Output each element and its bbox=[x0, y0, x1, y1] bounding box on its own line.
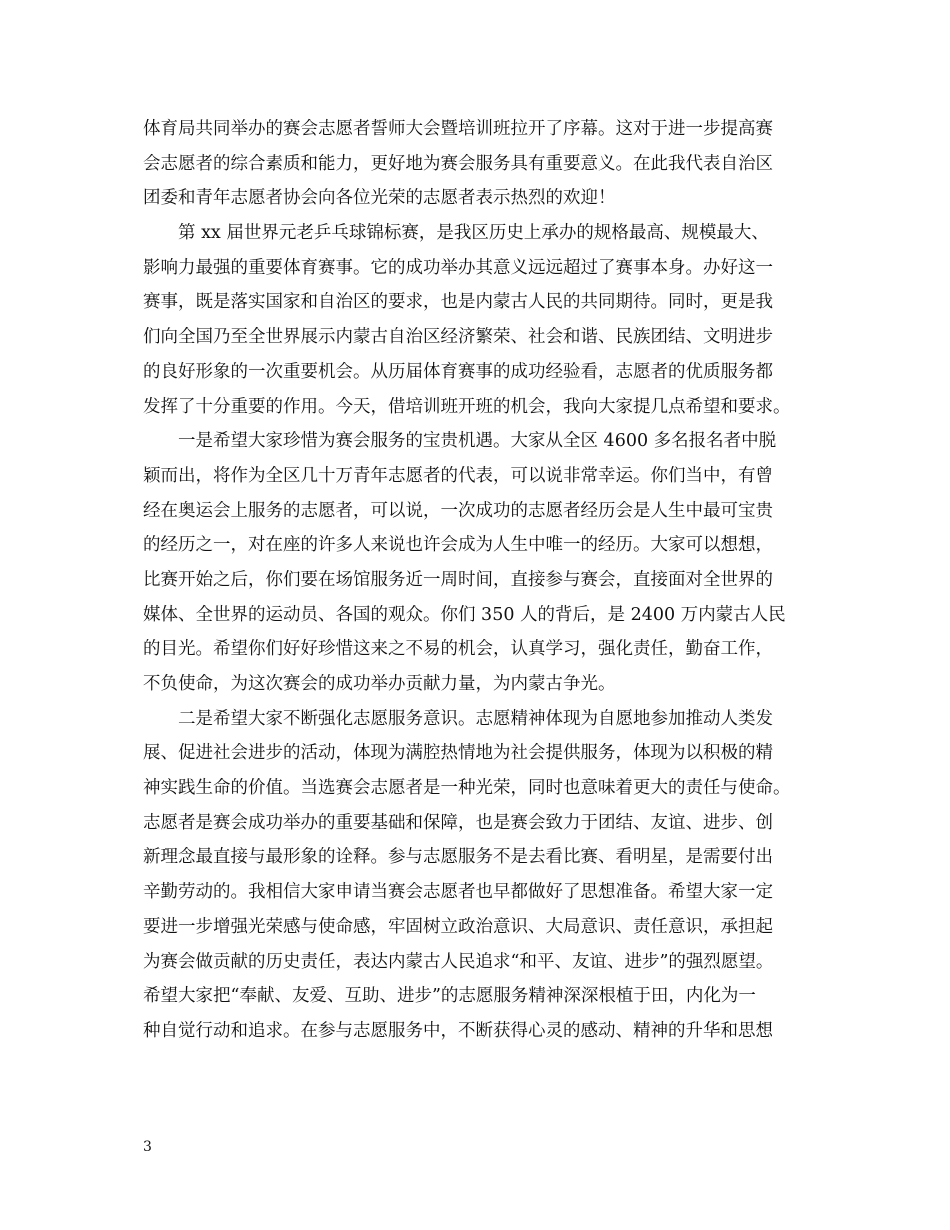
text-line: 神实践生命的价值。当选赛会志愿者是一种光荣，同时也意味着更大的责任与使命。 bbox=[143, 778, 791, 799]
body-text bbox=[143, 112, 813, 1049]
text-line: 颖而出，将作为全区几十万青年志愿者的代表，可以说非常幸运。你们当中，有曾 bbox=[143, 465, 773, 486]
text-line: 经在奥运会上服务的志愿者，可以说，一次成功的志愿者经历会是人生中最可宝贵 bbox=[143, 500, 773, 521]
text-line: 为赛会做贡献的历史责任，表达内蒙古人民追求“和平、友谊、进步”的强烈愿望。 bbox=[143, 951, 774, 972]
text-line: 一是希望大家珍惜为赛会服务的宝贵机遇。大家从全区 4600 多名报名者中脱 bbox=[178, 431, 777, 452]
text-line: 希望大家把“奉献、友爱、互助、进步”的志愿服务精神深深根植于田，内化为一 bbox=[143, 986, 756, 1007]
text-line: 影响力最强的重要体育赛事。它的成功举办其意义远远超过了赛事本身。办好这一 bbox=[143, 257, 773, 278]
text-line: 们向全国乃至全世界展示内蒙古自治区经济繁荣、社会和谐、民族团结、文明进步 bbox=[143, 327, 773, 348]
text-line: 不负使命，为这次赛会的成功举办贡献力量，为内蒙古争光。 bbox=[143, 674, 616, 694]
text-line: 二是希望大家不断强化志愿服务意识。志愿精神体现为自愿地参加推动人类发 bbox=[178, 708, 773, 729]
text-line: 比赛开始之后，你们要在场馆服务近一周时间，直接参与赛会，直接面对全世界的 bbox=[143, 569, 773, 590]
text-line: 体育局共同举办的赛会志愿者誓师大会暨培训班拉开了序幕。这对于进一步提高赛 bbox=[143, 119, 773, 139]
text-line: 发挥了十分重要的作用。今天，借培训班开班的机会，我向大家提几点希望和要求。 bbox=[143, 396, 791, 417]
text-line: 新理念最直接与最形象的诠释。参与志愿服务不是去看比赛、看明星，是需要付出 bbox=[143, 847, 773, 868]
text-line: 的目光。希望你们好好珍惜这来之不易的机会，认真学习，强化责任，勤奋工作， bbox=[143, 639, 773, 660]
text-line: 第 xx 届世界元老乒乓球锦标赛，是我区历史上承办的规格最高、规模最大、 bbox=[178, 223, 769, 244]
text-line: 赛事，既是落实国家和自治区的要求，也是内蒙古人民的共同期待。同时，更是我 bbox=[143, 292, 773, 313]
page-number: 3 bbox=[143, 1139, 152, 1155]
text-line: 辛勤劳动的。我相信大家申请当赛会志愿者也早都做好了思想准备。希望大家一定 bbox=[143, 882, 773, 903]
text-line: 会志愿者的综合素质和能力，更好地为赛会服务具有重要意义。在此我代表自治区 bbox=[143, 153, 773, 174]
text-line: 的良好形象的一次重要机会。从历届体育赛事的成功经验看，志愿者的优质服务都 bbox=[143, 361, 773, 382]
text-line: 媒体、全世界的运动员、各国的观众。你们 350 人的背后，是 2400 万内蒙古人民 bbox=[143, 604, 786, 625]
text-line: 种自觉行动和追求。在参与志愿服务中，不断获得心灵的感动、精神的升华和思想 bbox=[143, 1020, 773, 1041]
text-line: 团委和青年志愿者协会向各位光荣的志愿者表示热烈的欢迎！ bbox=[143, 188, 616, 209]
text-line: 的经历之一，对在座的许多人来说也许会成为人生中唯一的经历。大家可以想想， bbox=[143, 535, 773, 556]
text-line: 展、促进社会进步的活动，体现为满腔热情地为社会提供服务，体现为以积极的精 bbox=[143, 743, 773, 764]
text-line: 志愿者是赛会成功举办的重要基础和保障，也是赛会致力于团结、友谊、进步、创 bbox=[143, 812, 773, 833]
text-line: 要进一步增强光荣感与使命感，牢固树立政治意识、大局意识、责任意识，承担起 bbox=[143, 916, 773, 937]
